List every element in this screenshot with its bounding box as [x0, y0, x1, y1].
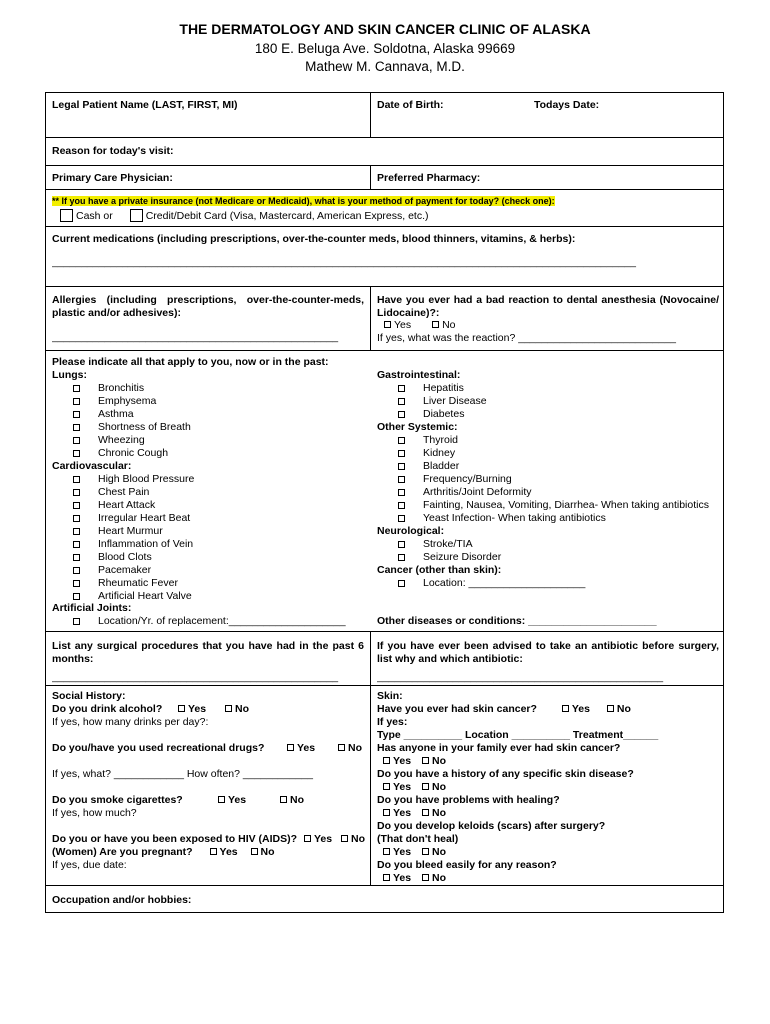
bleed-yes-checkbox[interactable] — [383, 874, 390, 881]
gi-label: Hepatitis — [423, 382, 464, 394]
cardio-checkbox[interactable] — [73, 528, 80, 535]
allergies-line[interactable]: _________________________________________________ — [52, 331, 339, 343]
pcp-label: Primary Care Physician: — [52, 172, 173, 184]
systemic-label: Bladder — [423, 460, 460, 472]
card-checkbox[interactable] — [130, 209, 143, 222]
systemic-checkbox[interactable] — [398, 463, 405, 470]
healing-yes-no: Yes No — [383, 807, 446, 820]
payment-options — [60, 209, 429, 223]
cardio-checkbox[interactable] — [73, 567, 80, 574]
anesthesia-yes-no: Yes No — [384, 319, 456, 332]
surgery-label-1: List any surgical procedures that you have had in the past 6 — [52, 640, 364, 652]
lungs-checkbox[interactable] — [73, 450, 80, 457]
todays-date-label: Todays Date: — [534, 99, 600, 111]
gi-title: Gastrointestinal: — [377, 369, 461, 381]
alcohol-question: Do you drink alcohol? — [52, 703, 163, 715]
lungs-label: Asthma — [98, 408, 134, 420]
systemic-label: Fainting, Nausea, Vomiting, Diarrhea- When taking antibiotics — [423, 499, 709, 511]
lungs-title: Lungs: — [52, 369, 87, 381]
healing-yes-checkbox[interactable] — [383, 809, 390, 816]
systemic-title: Other Systemic: — [377, 421, 458, 433]
other-conditions: Other diseases or conditions: ______________________ — [377, 615, 657, 627]
cardio-checkbox[interactable] — [73, 476, 80, 483]
lungs-label: Shortness of Breath — [98, 421, 191, 433]
cardio-label: Irregular Heart Beat — [98, 512, 191, 524]
cardio-label: Blood Clots — [98, 551, 152, 563]
cash-label: Cash or — [76, 210, 113, 222]
bleed-no-checkbox[interactable] — [422, 874, 429, 881]
drugs-followup: If yes, what? ____________ How often? ____________ — [52, 768, 313, 780]
lungs-checkbox[interactable] — [73, 385, 80, 392]
lungs-label: Chronic Cough — [98, 447, 169, 459]
hiv-yes-checkbox[interactable] — [304, 835, 311, 842]
systemic-label: Yeast Infection- When taking antibiotics — [423, 512, 606, 524]
smoke-no: No — [280, 794, 304, 807]
cardio-checkbox[interactable] — [73, 515, 80, 522]
lungs-checkbox[interactable] — [73, 411, 80, 418]
systemic-checkbox[interactable] — [398, 450, 405, 457]
joints-title: Artificial Joints: — [52, 602, 132, 614]
gi-label: Liver Disease — [423, 395, 487, 407]
conditions-intro: Please indicate all that apply to you, now or in the past: — [52, 356, 329, 368]
skin-title: Skin: — [377, 690, 403, 702]
pregnant-question: (Women) Are you pregnant? Yes No — [52, 846, 275, 858]
skin-if-yes: If yes: — [377, 716, 408, 728]
occupation-label: Occupation and/or hobbies: — [52, 894, 192, 906]
keloid-question-1: Do you develop keloids (scars) after surgery? — [377, 820, 606, 832]
systemic-checkbox[interactable] — [398, 515, 405, 522]
lungs-checkbox[interactable] — [73, 437, 80, 444]
antibiotic-label-2: list why and which antibiotic: — [377, 653, 523, 665]
cardio-label: Heart Murmur — [98, 525, 163, 537]
systemic-label: Thyroid — [423, 434, 459, 446]
cardio-checkbox[interactable] — [73, 502, 80, 509]
family-question: Has anyone in your family ever had skin cancer? — [377, 742, 621, 754]
clinic-name: THE DERMATOLOGY AND SKIN CANCER CLINIC OF ALASKA — [179, 21, 591, 37]
doctor-name: Mathew M. Cannava, M.D. — [305, 59, 465, 74]
cash-checkbox[interactable] — [60, 209, 73, 222]
drugs-question: Do you/have you used recreational drugs? — [52, 742, 265, 754]
alcohol-no-checkbox[interactable] — [225, 705, 232, 712]
joints-label: Location/Yr. of replacement:____________________ — [98, 615, 346, 627]
lungs-checkbox[interactable] — [73, 398, 80, 405]
cancer-label: Location: ____________________ — [423, 577, 586, 589]
keloid-no-checkbox[interactable] — [422, 848, 429, 855]
surgery-label-2: months: — [52, 653, 94, 665]
gi-checkbox[interactable] — [398, 411, 405, 418]
neuro-checkbox[interactable] — [398, 541, 405, 548]
drugs-yes-checkbox[interactable] — [287, 744, 294, 751]
lungs-label: Bronchitis — [98, 382, 145, 394]
clinic-address: 180 E. Beluga Ave. Soldotna, Alaska 99669 — [254, 41, 516, 56]
disease-yes-checkbox[interactable] — [383, 783, 390, 790]
pregnant-yes-checkbox[interactable] — [210, 848, 217, 855]
insurance-question: ** If you have a private insurance (not Medicare or Medicaid), what is your method of payment for today? (check one): — [52, 196, 555, 206]
hiv-no-checkbox[interactable] — [341, 835, 348, 842]
anesthesia-followup: If yes, what was the reaction? ___________________________ — [377, 332, 676, 344]
cardio-checkbox[interactable] — [73, 580, 80, 587]
neuro-checkbox[interactable] — [398, 554, 405, 561]
smoke-yes: Yes — [218, 794, 246, 807]
cardio-label: Pacemaker — [98, 564, 152, 576]
alcohol-yes-no: Yes No — [178, 703, 249, 716]
family-no-checkbox[interactable] — [422, 757, 429, 764]
keloid-yes-checkbox[interactable] — [383, 848, 390, 855]
cardio-label: Rheumatic Fever — [98, 577, 178, 589]
cardio-title: Cardiovascular: — [52, 460, 132, 472]
cardio-checkbox[interactable] — [73, 541, 80, 548]
patient-name-label: Legal Patient Name (LAST, FIRST, MI) — [52, 99, 238, 111]
hiv-question: Do you or have you been exposed to HIV (AIDS)? Yes No — [52, 833, 365, 845]
reason-label: Reason for today's visit: — [52, 145, 174, 157]
skin-cancer-question: Have you ever had skin cancer? Yes No — [377, 703, 631, 715]
systemic-label: Kidney — [423, 447, 456, 459]
cardio-checkbox[interactable] — [73, 489, 80, 496]
skin-cancer-no-checkbox[interactable] — [607, 705, 614, 712]
gi-checkbox[interactable] — [398, 398, 405, 405]
allergies-label-2: plastic and/or adhesives): — [52, 307, 181, 319]
gi-label: Diabetes — [423, 408, 465, 420]
disease-yes-no: Yes No — [383, 781, 446, 794]
drugs-no: No — [338, 742, 362, 755]
systemic-checkbox[interactable] — [398, 489, 405, 496]
medications-line[interactable]: ____________________________________________________________________________________________________ — [52, 256, 636, 268]
cardio-label: High Blood Pressure — [98, 473, 195, 485]
antibiotic-label-1: If you have ever been advised to take an antibiotic before surgery, — [377, 640, 719, 652]
neuro-title: Neurological: — [377, 525, 445, 537]
family-yes-no: Yes No — [383, 755, 446, 768]
intake-form — [45, 92, 724, 913]
gi-checkbox[interactable] — [398, 385, 405, 392]
disease-question: Do you have a history of any specific skin disease? — [377, 768, 634, 780]
dob-label: Date of Birth: — [377, 99, 444, 111]
skin-type-line[interactable]: Type __________ Location __________ Treatment______ — [377, 729, 659, 741]
keloid-yes-no: Yes No — [383, 846, 446, 859]
joints-checkbox[interactable] — [73, 618, 80, 625]
anesthesia-no-checkbox[interactable] — [432, 321, 439, 328]
lungs-checkbox[interactable] — [73, 424, 80, 431]
cardio-checkbox[interactable] — [73, 593, 80, 600]
cardio-label: Artificial Heart Valve — [98, 590, 192, 602]
skin-cancer-yes-checkbox[interactable] — [562, 705, 569, 712]
cardio-label: Heart Attack — [98, 499, 156, 511]
smoke-yes-checkbox[interactable] — [218, 796, 225, 803]
antibiotic-line[interactable]: _________________________________________________ — [377, 671, 664, 683]
smoke-followup: If yes, how much? — [52, 807, 137, 819]
family-yes-checkbox[interactable] — [383, 757, 390, 764]
smoke-question: Do you smoke cigarettes? — [52, 794, 183, 806]
pharmacy-label: Preferred Pharmacy: — [377, 172, 481, 184]
cardio-checkbox[interactable] — [73, 554, 80, 561]
pregnant-followup: If yes, due date: — [52, 859, 127, 871]
cardio-label: Chest Pain — [98, 486, 150, 498]
anesthesia-label-2: Lidocaine)?: — [377, 307, 440, 319]
anesthesia-label-1: Have you ever had a bad reaction to dental anesthesia (Novocaine/ — [377, 294, 719, 306]
healing-question: Do you have problems with healing? — [377, 794, 560, 806]
keloid-question-2: (That don't heal) — [377, 833, 459, 845]
cardio-label: Inflammation of Vein — [98, 538, 194, 550]
bleed-yes-no: Yes No — [383, 872, 446, 885]
alcohol-yes-checkbox[interactable] — [178, 705, 185, 712]
cancer-checkbox[interactable] — [398, 580, 405, 587]
drugs-yes: Yes — [287, 742, 315, 755]
alcohol-followup: If yes, how many drinks per day?: — [52, 716, 209, 728]
card-label: Credit/Debit Card (Visa, Mastercard, American Express, etc.) — [145, 210, 429, 222]
neuro-label: Seizure Disorder — [423, 551, 502, 563]
healing-no-checkbox[interactable] — [422, 809, 429, 816]
systemic-checkbox[interactable] — [398, 437, 405, 444]
lungs-label: Wheezing — [98, 434, 145, 446]
allergies-label-1: Allergies (including prescriptions, over-the-counter-meds, — [52, 294, 364, 306]
anesthesia-yes-checkbox[interactable] — [384, 321, 391, 328]
lungs-label: Emphysema — [98, 395, 157, 407]
medications-label: Current medications (including prescriptions, over-the-counter meds, blood thinners, vitamins, & herbs): — [52, 233, 576, 245]
neuro-label: Stroke/TIA — [423, 538, 473, 550]
systemic-checkbox[interactable] — [398, 476, 405, 483]
systemic-label: Arthritis/Joint Deformity — [423, 486, 532, 498]
systemic-checkbox[interactable] — [398, 502, 405, 509]
cancer-title: Cancer (other than skin): — [377, 564, 502, 576]
drugs-no-checkbox[interactable] — [338, 744, 345, 751]
smoke-no-checkbox[interactable] — [280, 796, 287, 803]
pregnant-no-checkbox[interactable] — [251, 848, 258, 855]
bleed-question: Do you bleed easily for any reason? — [377, 859, 557, 871]
disease-no-checkbox[interactable] — [422, 783, 429, 790]
social-title: Social History: — [52, 690, 126, 702]
surgery-line[interactable]: _________________________________________________ — [52, 671, 339, 683]
systemic-label: Frequency/Burning — [423, 473, 512, 485]
